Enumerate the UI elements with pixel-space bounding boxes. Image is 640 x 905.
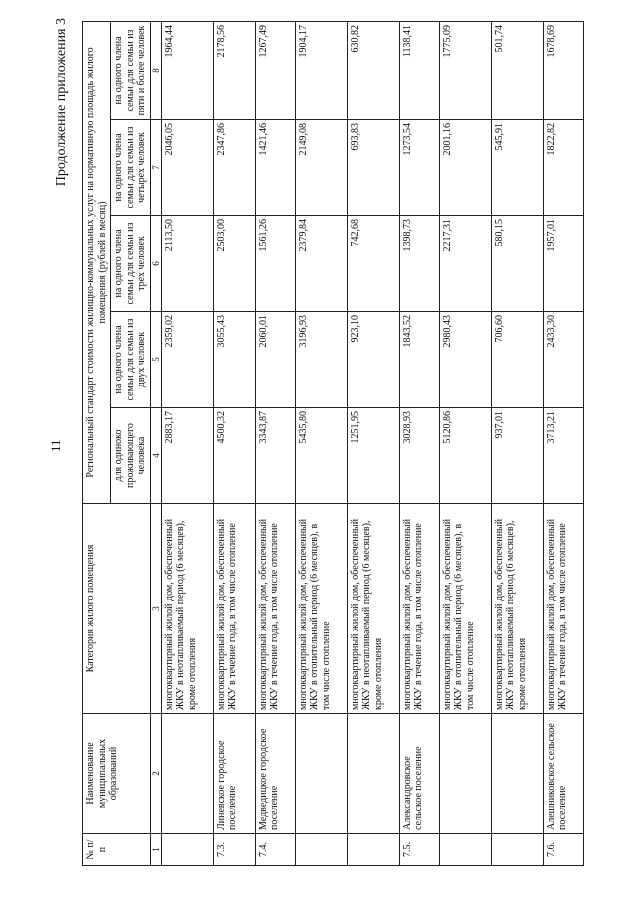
col-index: 5 bbox=[150, 312, 161, 408]
row-municipality: Александровское сельское поселение bbox=[399, 714, 439, 834]
row-category: многоквартирный жилой дом, обеспеченный ЖКУ в течение года, в том числе отопление bbox=[399, 504, 439, 714]
header-no: № п/п bbox=[83, 834, 151, 866]
row-value: 2347,86 bbox=[213, 120, 255, 216]
row-value: 2001,16 bbox=[439, 120, 491, 216]
table-row bbox=[295, 21, 347, 865]
row-value: 2433,30 bbox=[543, 312, 583, 408]
row-value: 1421,46 bbox=[255, 120, 295, 216]
rotated-sheet bbox=[40, 12, 600, 872]
row-value: 2060,01 bbox=[255, 312, 295, 408]
row-value: 2883,17 bbox=[161, 408, 213, 504]
table-row bbox=[399, 21, 439, 865]
col-index: 1 bbox=[150, 834, 161, 866]
row-municipality bbox=[295, 714, 347, 834]
row-value: 2379,84 bbox=[295, 216, 347, 312]
row-value: 5120,86 bbox=[439, 408, 491, 504]
row-value: 2046,05 bbox=[161, 120, 213, 216]
row-value: 693,83 bbox=[347, 120, 399, 216]
table-row bbox=[347, 21, 399, 865]
row-category: многоквартирный жилой дом, обеспеченный ЖКУ в отопительный период (6 месяцев), в том числе отопление bbox=[439, 504, 491, 714]
row-municipality bbox=[439, 714, 491, 834]
header-category: Категория жилого помещения bbox=[83, 504, 151, 714]
row-municipality bbox=[491, 714, 543, 834]
row-value: 742,68 bbox=[347, 216, 399, 312]
header-row-1 bbox=[83, 21, 111, 865]
col-index: 8 bbox=[150, 21, 161, 119]
row-municipality: Алешниковское сельское поселение bbox=[543, 714, 583, 834]
row-category: многоквартирный жилой дом, обеспеченный ЖКУ в неотапливаемый период (6 месяцев), кроме отопления bbox=[347, 504, 399, 714]
row-value: 2178,56 bbox=[213, 21, 255, 119]
row-no bbox=[295, 834, 347, 866]
row-value: 1273,54 bbox=[399, 120, 439, 216]
row-value: 3713,21 bbox=[543, 408, 583, 504]
col-index: 2 bbox=[150, 714, 161, 834]
row-municipality: Медведицкое городское поселение bbox=[255, 714, 295, 834]
header-c8: на одного члена семьи для семьи из пяти и более человек bbox=[111, 21, 151, 119]
header-municipality: Наименование муниципальных образований bbox=[83, 714, 151, 834]
row-no bbox=[439, 834, 491, 866]
standards-table bbox=[82, 21, 584, 866]
row-no: 7.4. bbox=[255, 834, 295, 866]
row-value: 1251,95 bbox=[347, 408, 399, 504]
row-no: 7.6. bbox=[543, 834, 583, 866]
row-value: 1843,52 bbox=[399, 312, 439, 408]
row-value: 1775,09 bbox=[439, 21, 491, 119]
table-row bbox=[213, 21, 255, 865]
row-value: 3196,93 bbox=[295, 312, 347, 408]
row-value: 2149,08 bbox=[295, 120, 347, 216]
header-c5: на одного члена семьи для семьи из двух человек bbox=[111, 312, 151, 408]
row-value: 1964,44 bbox=[161, 21, 213, 119]
row-value: 2503,00 bbox=[213, 216, 255, 312]
header-c6: на одного члена семьи для семьи из трех человек bbox=[111, 216, 151, 312]
row-value: 501,74 bbox=[491, 21, 543, 119]
col-index: 4 bbox=[150, 408, 161, 504]
row-municipality bbox=[161, 714, 213, 834]
table-row bbox=[161, 21, 213, 865]
row-value: 2980,43 bbox=[439, 312, 491, 408]
header-c4: для одиноко проживающего человека bbox=[111, 408, 151, 504]
col-index: 6 bbox=[150, 216, 161, 312]
row-value: 937,01 bbox=[491, 408, 543, 504]
row-value: 1398,73 bbox=[399, 216, 439, 312]
row-value: 1561,26 bbox=[255, 216, 295, 312]
row-value: 706,60 bbox=[491, 312, 543, 408]
row-value: 1267,49 bbox=[255, 21, 295, 119]
row-value: 1678,69 bbox=[543, 21, 583, 119]
table-row bbox=[439, 21, 491, 865]
header-standard: Региональный стандарт стоимости жилищно-коммунальных услуг на нормативную площадь жилого помещения (рублей в месяц) bbox=[83, 21, 111, 503]
row-value: 580,15 bbox=[491, 216, 543, 312]
row-value: 545,91 bbox=[491, 120, 543, 216]
row-value: 1822,82 bbox=[543, 120, 583, 216]
row-value: 1138,41 bbox=[399, 21, 439, 119]
row-value: 630,82 bbox=[347, 21, 399, 119]
row-category: многоквартирный жилой дом, обеспеченный ЖКУ в неотапливаемый период (6 месяцев), кроме отопления bbox=[491, 504, 543, 714]
row-value: 1904,17 bbox=[295, 21, 347, 119]
row-municipality bbox=[347, 714, 399, 834]
row-category: многоквартирный жилой дом, обеспеченный ЖКУ в течение года, в том числе отопление bbox=[213, 504, 255, 714]
table-row bbox=[491, 21, 543, 865]
table-row bbox=[543, 21, 583, 865]
row-no: 7.5. bbox=[399, 834, 439, 866]
row-no bbox=[491, 834, 543, 866]
row-category: многоквартирный жилой дом, обеспеченный ЖКУ в течение года, в том числе отопление bbox=[543, 504, 583, 714]
row-value: 3343,87 bbox=[255, 408, 295, 504]
page-number: 11 bbox=[48, 439, 63, 452]
row-category: многоквартирный жилой дом, обеспеченный ЖКУ в неотапливаемый период (6 месяцев), кроме отопления bbox=[161, 504, 213, 714]
row-value: 3028,93 bbox=[399, 408, 439, 504]
row-value: 2217,31 bbox=[439, 216, 491, 312]
col-index: 7 bbox=[150, 120, 161, 216]
row-value: 5435,80 bbox=[295, 408, 347, 504]
header-c7: на одного члена семьи для семьи из четырех человек bbox=[111, 120, 151, 216]
row-category: многоквартирный жилой дом, обеспеченный ЖКУ в отопительный период (6 месяцев), в том числе отопление bbox=[295, 504, 347, 714]
row-municipality: Линевское городское поселение bbox=[213, 714, 255, 834]
row-value: 3055,43 bbox=[213, 312, 255, 408]
row-category: многоквартирный жилой дом, обеспеченный ЖКУ в течение года, в том числе отопление bbox=[255, 504, 295, 714]
row-value: 4500,32 bbox=[213, 408, 255, 504]
row-no bbox=[347, 834, 399, 866]
row-value: 923,10 bbox=[347, 312, 399, 408]
table-row bbox=[255, 21, 295, 865]
continuation-label: Продолжение приложения 3 bbox=[54, 18, 69, 187]
row-value: 2359,02 bbox=[161, 312, 213, 408]
row-no: 7.3. bbox=[213, 834, 255, 866]
col-index: 3 bbox=[150, 504, 161, 714]
row-no bbox=[161, 834, 213, 866]
row-value: 2113,50 bbox=[161, 216, 213, 312]
column-index-row bbox=[150, 21, 161, 865]
row-value: 1957,01 bbox=[543, 216, 583, 312]
